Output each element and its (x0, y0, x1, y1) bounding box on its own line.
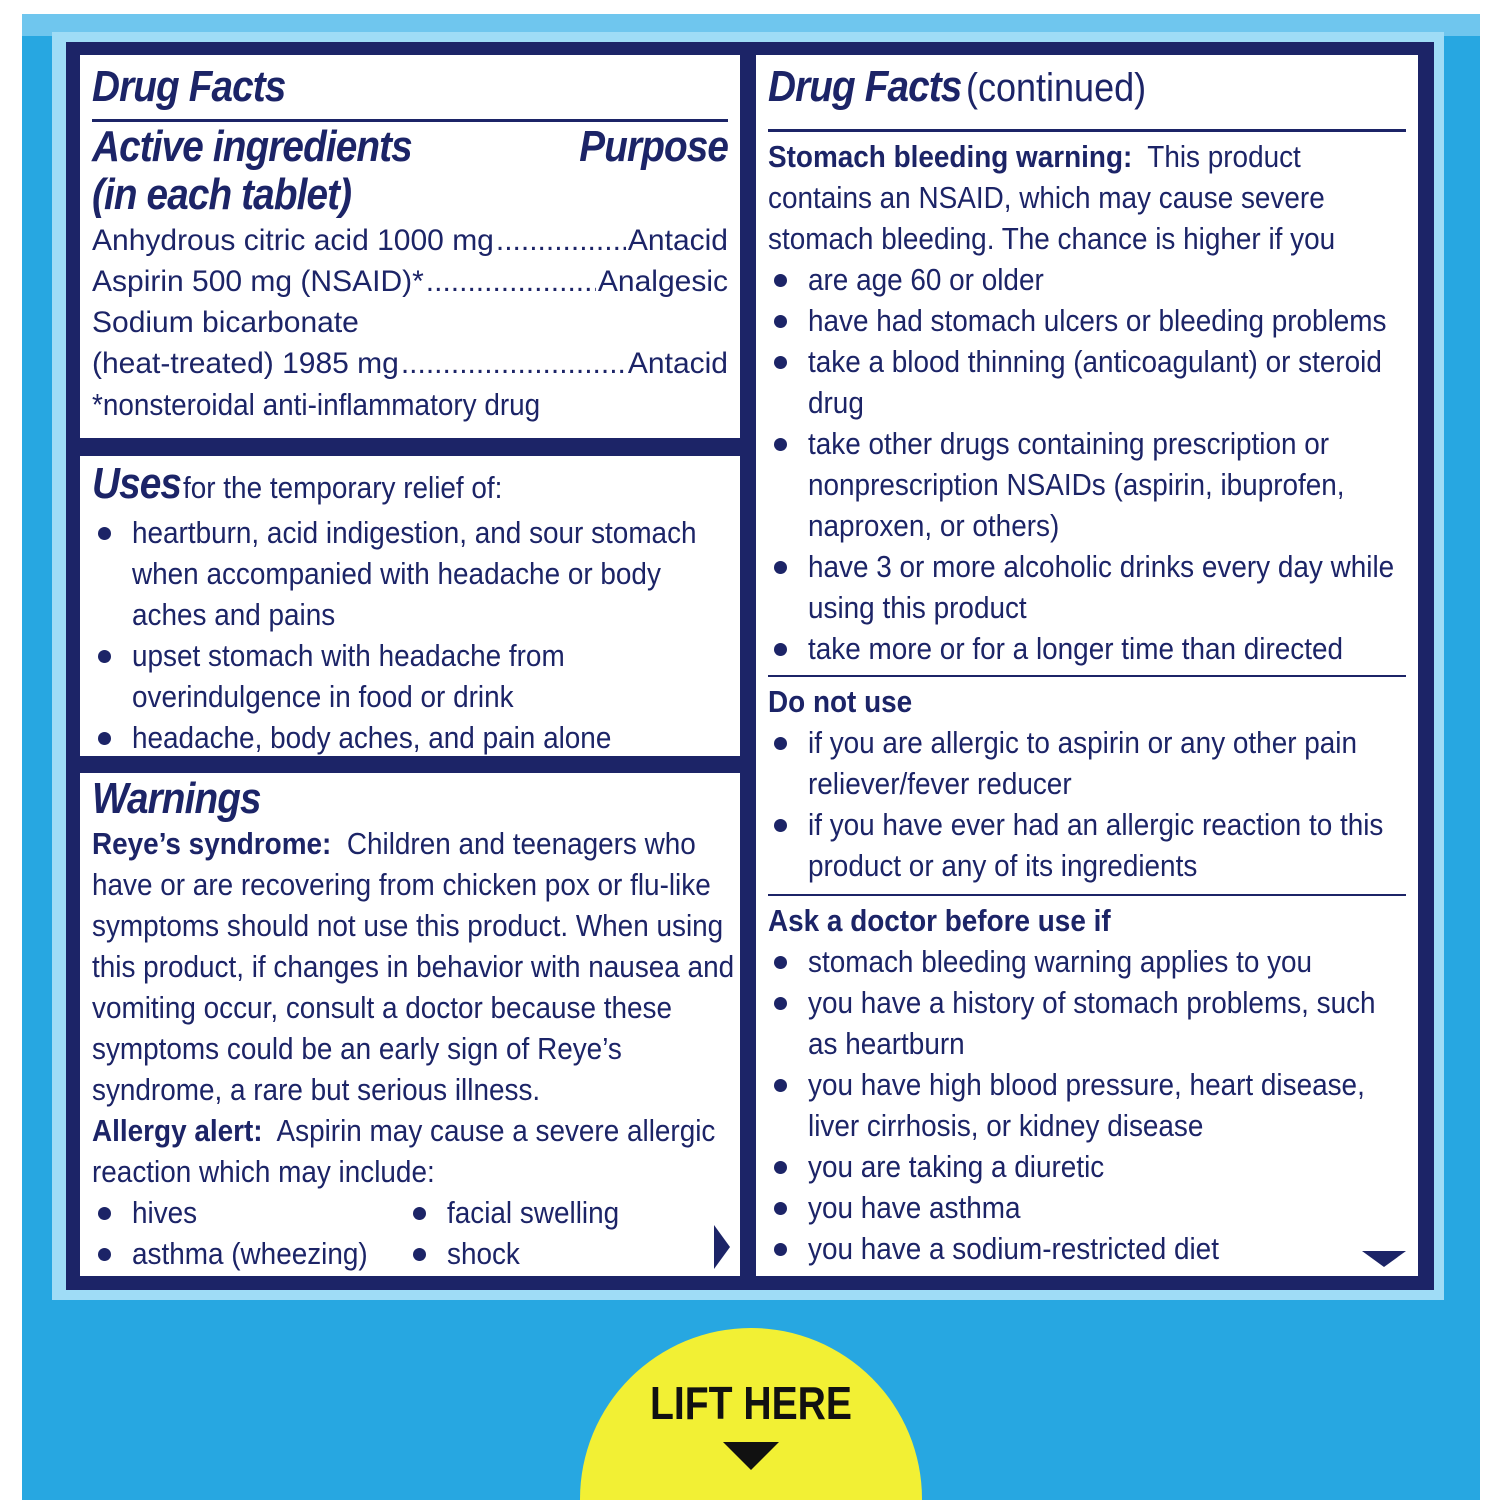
continued-title: Drug Facts (768, 62, 962, 111)
reye-line: vomiting occur, consult a doctor because these (92, 990, 673, 1025)
stomach-line: stomach bleeding. The chance is higher if you (768, 221, 1336, 256)
reye-line: syndrome, a rare but serious illness. (92, 1072, 541, 1107)
use-item-line: aches and pains (132, 597, 336, 632)
ask-doctor-item-line: as heartburn (808, 1026, 965, 1061)
stomach-risk-item-line: have 3 or more alcoholic drinks every day while (808, 549, 1395, 584)
do-not-use-item-line: product or any of its ingredients (808, 848, 1198, 883)
stomach-risk-item-line: take more or for a longer time than directed (808, 631, 1344, 666)
ask-doctor-heading: Ask a doctor before use if (768, 903, 1111, 938)
allergy-text: Aspirin may cause a severe allergic (262, 1113, 716, 1148)
ingredient-name: Sodium bicarbonate (92, 306, 359, 339)
stomach-risk-item-line: have had stomach ulcers or bleeding problems (808, 303, 1387, 338)
use-item-line: overindulgence in food or drink (132, 679, 514, 714)
ask-doctor-item-line: you have a sodium-restricted diet (808, 1231, 1219, 1266)
stomach-risk-item-line: using this product (808, 590, 1027, 625)
stomach-risk-item-line: take other drugs containing prescription or (808, 426, 1330, 461)
ask-doctor-item-line: stomach bleeding warning applies to you (808, 944, 1313, 979)
stomach-risk-item-line: nonprescription NSAIDs (aspirin, ibuprofen, (808, 467, 1345, 502)
stomach-label: Stomach bleeding warning: (768, 139, 1133, 174)
do-not-use-item-line: if you have ever had an allergic reaction to this (808, 807, 1384, 842)
active-ingredients-subheading: (in each tablet) (92, 170, 352, 219)
stomach-text: This product (1132, 139, 1301, 174)
stomach-line: contains an NSAID, which may cause severe (768, 180, 1325, 215)
uses-intro: for the temporary relief of: (183, 470, 503, 505)
reye-line: have or are recovering from chicken pox or flu-like (92, 867, 711, 902)
allergy-symptom-label: facial swelling (447, 1195, 620, 1230)
stomach-risk-item-line: are age 60 or older (808, 262, 1044, 297)
ingredient-name: Anhydrous citric acid 1000 mg (92, 224, 494, 257)
use-item-line: upset stomach with headache from (132, 638, 565, 673)
ask-doctor-item-line: you have a history of stomach problems, such (808, 985, 1376, 1020)
ingredient-purpose: Antacid (627, 224, 728, 257)
lift-arrow-icon (723, 1442, 779, 1470)
reye-text: Children and teenagers who (331, 826, 696, 861)
lift-here-label: LIFT HERE (649, 1377, 853, 1429)
do-not-use-heading: Do not use (768, 684, 913, 719)
stomach-risk-item-line: drug (808, 385, 864, 420)
do-not-use-item-line: reliever/fever reducer (808, 766, 1072, 801)
active-ingredients-heading: Active ingredients (92, 122, 412, 171)
ask-doctor-item-line: you have high blood pressure, heart disease, (808, 1067, 1365, 1102)
allergy-symptom-label: asthma (wheezing) (132, 1236, 368, 1271)
ingredient-purpose: Antacid (627, 347, 728, 380)
reye-line: symptoms could be an early sign of Reye’s (92, 1031, 622, 1066)
allergy-label: Allergy alert: (92, 1113, 263, 1148)
ingredient-name: (heat-treated) 1985 mg (92, 347, 399, 380)
footnote: *nonsteroidal anti-inflammatory drug (92, 387, 541, 422)
reye-line: this product, if changes in behavior with nausea and (92, 949, 735, 984)
allergy-symptom-label: hives (132, 1195, 198, 1230)
continued-suffix: (continued) (965, 66, 1146, 110)
ask-doctor-item-line: liver cirrhosis, or kidney disease (808, 1108, 1204, 1143)
warnings-heading: Warnings (92, 774, 261, 823)
purpose-heading: Purpose (579, 122, 728, 171)
stomach-risk-item-line: naproxen, or others) (808, 508, 1060, 543)
drug-facts-title: Drug Facts (92, 62, 286, 111)
do-not-use-item-line: if you are allergic to aspirin or any other pain (808, 725, 1357, 760)
ingredient-purpose: Analgesic (597, 265, 728, 298)
ingredient-name: Aspirin 500 mg (NSAID)* (92, 265, 424, 298)
use-item-line: when accompanied with headache or body (132, 556, 661, 591)
allergy-line: reaction which may include: (92, 1154, 435, 1189)
ask-doctor-item-line: you have asthma (808, 1190, 1021, 1225)
ask-doctor-item-line: you are taking a diuretic (808, 1149, 1105, 1184)
use-item-line: headache, body aches, and pain alone (132, 720, 612, 755)
reye-line: symptoms should not use this product. When using (92, 908, 724, 943)
reye-label: Reye’s syndrome: (92, 826, 332, 861)
allergy-symptom-label: shock (447, 1236, 520, 1271)
uses-heading: Uses (92, 459, 182, 508)
stomach-risk-item-line: take a blood thinning (anticoagulant) or steroid (808, 344, 1382, 379)
use-item-line: heartburn, acid indigestion, and sour stomach (132, 515, 697, 550)
